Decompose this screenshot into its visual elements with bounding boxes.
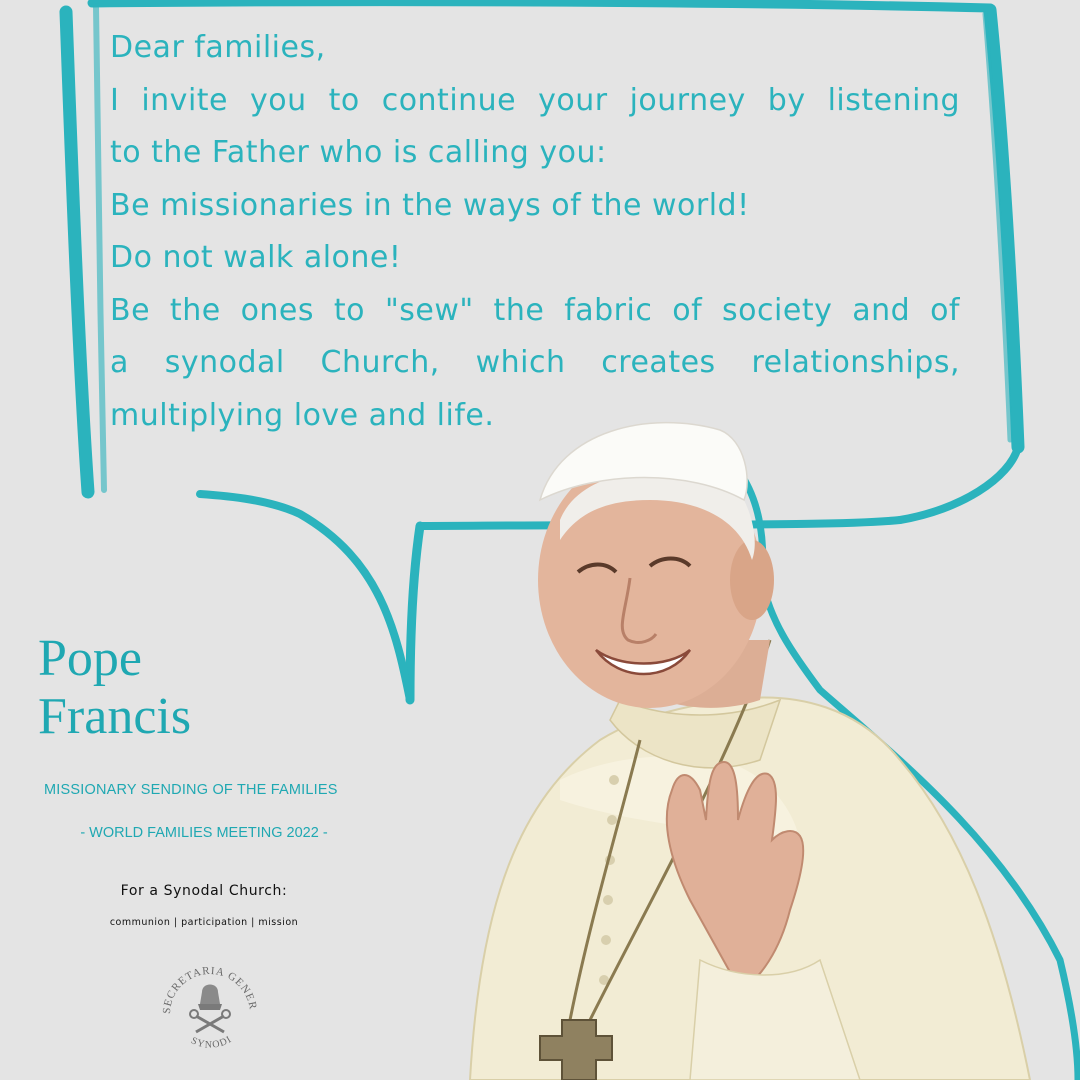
quote-line: to the Father who is calling you: bbox=[110, 135, 607, 170]
quote-line: Be missionaries in the ways of the world! bbox=[110, 187, 750, 223]
speaker-first-name: Pope bbox=[38, 630, 142, 687]
quote-greeting: Dear families, bbox=[110, 30, 326, 65]
synod-motto: communion | participation | mission bbox=[109, 917, 299, 928]
quote-text bbox=[110, 22, 960, 442]
synod-heading: For a Synodal Church: bbox=[120, 883, 288, 899]
quote-line: multiplying love and life. bbox=[110, 397, 495, 433]
speaker-name bbox=[38, 630, 191, 746]
speaker-last-name: Francis bbox=[38, 688, 192, 745]
quote-line: a synodal Church, which creates relationships, bbox=[110, 345, 960, 380]
event-subtitle: - WORLD FAMILIES MEETING 2022 - bbox=[80, 825, 328, 841]
svg-text:SYNODI: SYNODI bbox=[189, 1033, 235, 1051]
quote-line: Be the ones to "sew" the fabric of society and of bbox=[110, 292, 960, 328]
event-title: MISSIONARY SENDING OF THE FAMILIES bbox=[44, 782, 338, 798]
quote-line: I invite you to continue your journey by listening bbox=[110, 82, 960, 118]
quote-line: Do not walk alone! bbox=[110, 240, 402, 275]
synod-seal-logo bbox=[161, 965, 259, 1051]
svg-text:SECRETARIA GENERALIS: SECRETARIA GENER bbox=[160, 964, 259, 1015]
pope-photo bbox=[470, 423, 1030, 1080]
